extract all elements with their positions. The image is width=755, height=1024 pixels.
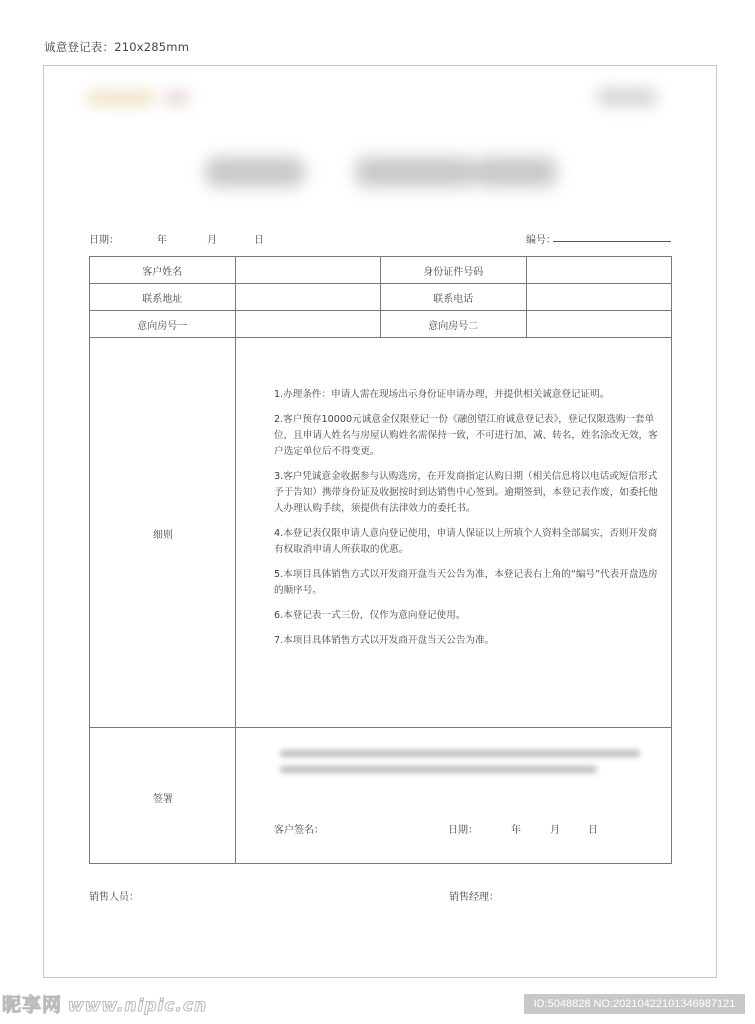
watermark-site-name: 昵享网 bbox=[2, 994, 63, 1016]
customer-name-field[interactable] bbox=[235, 257, 380, 284]
phone-field[interactable] bbox=[526, 284, 672, 311]
blurred-logo-right bbox=[596, 87, 658, 107]
customer-signature-field[interactable] bbox=[274, 821, 324, 836]
room-choice-1-field[interactable] bbox=[235, 311, 380, 338]
customer-signature-label: 客户签名： bbox=[274, 825, 324, 836]
room-choice-2-field[interactable] bbox=[526, 311, 672, 338]
serial-label: 编号： bbox=[526, 235, 556, 246]
signature-label: 签署 bbox=[153, 794, 173, 805]
signature-date-label: 日期： bbox=[448, 825, 478, 836]
rules-list bbox=[274, 387, 664, 658]
id-number-label: 身份证件号码 bbox=[380, 257, 526, 284]
blurred-declaration-text bbox=[280, 750, 640, 784]
signature-section bbox=[89, 727, 672, 864]
rule-item: 2.客户预存10000元诚意金仅限登记一份《融创望江府诚意登记表》，登记仅限选购一套单位，且申请人姓名与房屋认购姓名需保持一致，不可进行加、减、转名，姓名涂改无效，客户选定单位后不得变更。 bbox=[274, 414, 658, 457]
rule-item: 5.本项目具体销售方式以开发商开盘当天公告为准，本登记表右上角的“编号”代表开盘选房的顺序号。 bbox=[274, 569, 658, 596]
table-row bbox=[90, 284, 672, 311]
watermark-id-badge: ID:5048828 NO:20210422101346987121 bbox=[524, 994, 745, 1014]
year-label: 年 bbox=[157, 235, 167, 246]
rule-item: 6.本登记表一式三份，仅作为意向登记使用。 bbox=[274, 610, 466, 621]
rule-item: 3.客户凭诚意金收据参与认购选房，在开发商指定认购日期（相关信息将以电话或短信形式予于告知）携带身份证及收据按时到达销售中心签到。逾期签到，本登记表作废，如委托他人办理认购手续，须提供有法律效力的委托书。 bbox=[274, 471, 658, 514]
room-choice-1-label: 意向房号一 bbox=[90, 311, 236, 338]
watermark-logo bbox=[2, 990, 207, 1017]
address-field[interactable] bbox=[235, 284, 380, 311]
rules-label: 细则 bbox=[153, 530, 173, 541]
address-label: 联系地址 bbox=[90, 284, 236, 311]
rule-item: 1.办理条件：申请人需在现场出示身份证申请办理，并提供相关诚意登记证明。 bbox=[274, 389, 610, 400]
month-label: 月 bbox=[207, 235, 217, 246]
rule-item: 4.本登记表仅限申请人意向登记使用，申请人保证以上所填个人资料全部属实，否则开发商有权取消申请人所获取的优惠。 bbox=[274, 528, 658, 555]
date-label: 日期： bbox=[89, 235, 119, 246]
blurred-logo-left bbox=[86, 84, 196, 112]
watermark-url: www.nipic.cn bbox=[68, 996, 208, 1016]
signature-day-label: 日 bbox=[588, 825, 598, 836]
table-row bbox=[90, 257, 672, 284]
page-caption: 诚意登记表：210x285mm bbox=[44, 40, 190, 54]
signature-month-label: 月 bbox=[550, 825, 560, 836]
rules-section bbox=[89, 337, 672, 728]
day-label: 日 bbox=[254, 235, 264, 246]
rule-item: 7.本项目具体销售方式以开发商开盘当天公告为准。 bbox=[274, 635, 495, 646]
phone-label: 联系电话 bbox=[380, 284, 526, 311]
table-row bbox=[90, 311, 672, 338]
sales-person-label: 销售人员： bbox=[89, 892, 139, 903]
blurred-form-title bbox=[205, 157, 557, 187]
signature-year-label: 年 bbox=[511, 825, 521, 836]
sales-manager-label: 销售经理： bbox=[449, 892, 499, 903]
room-choice-2-label: 意向房号二 bbox=[380, 311, 526, 338]
customer-name-label: 客户姓名 bbox=[90, 257, 236, 284]
customer-info-table bbox=[89, 256, 672, 338]
serial-input-line[interactable] bbox=[553, 241, 671, 242]
id-number-field[interactable] bbox=[526, 257, 672, 284]
